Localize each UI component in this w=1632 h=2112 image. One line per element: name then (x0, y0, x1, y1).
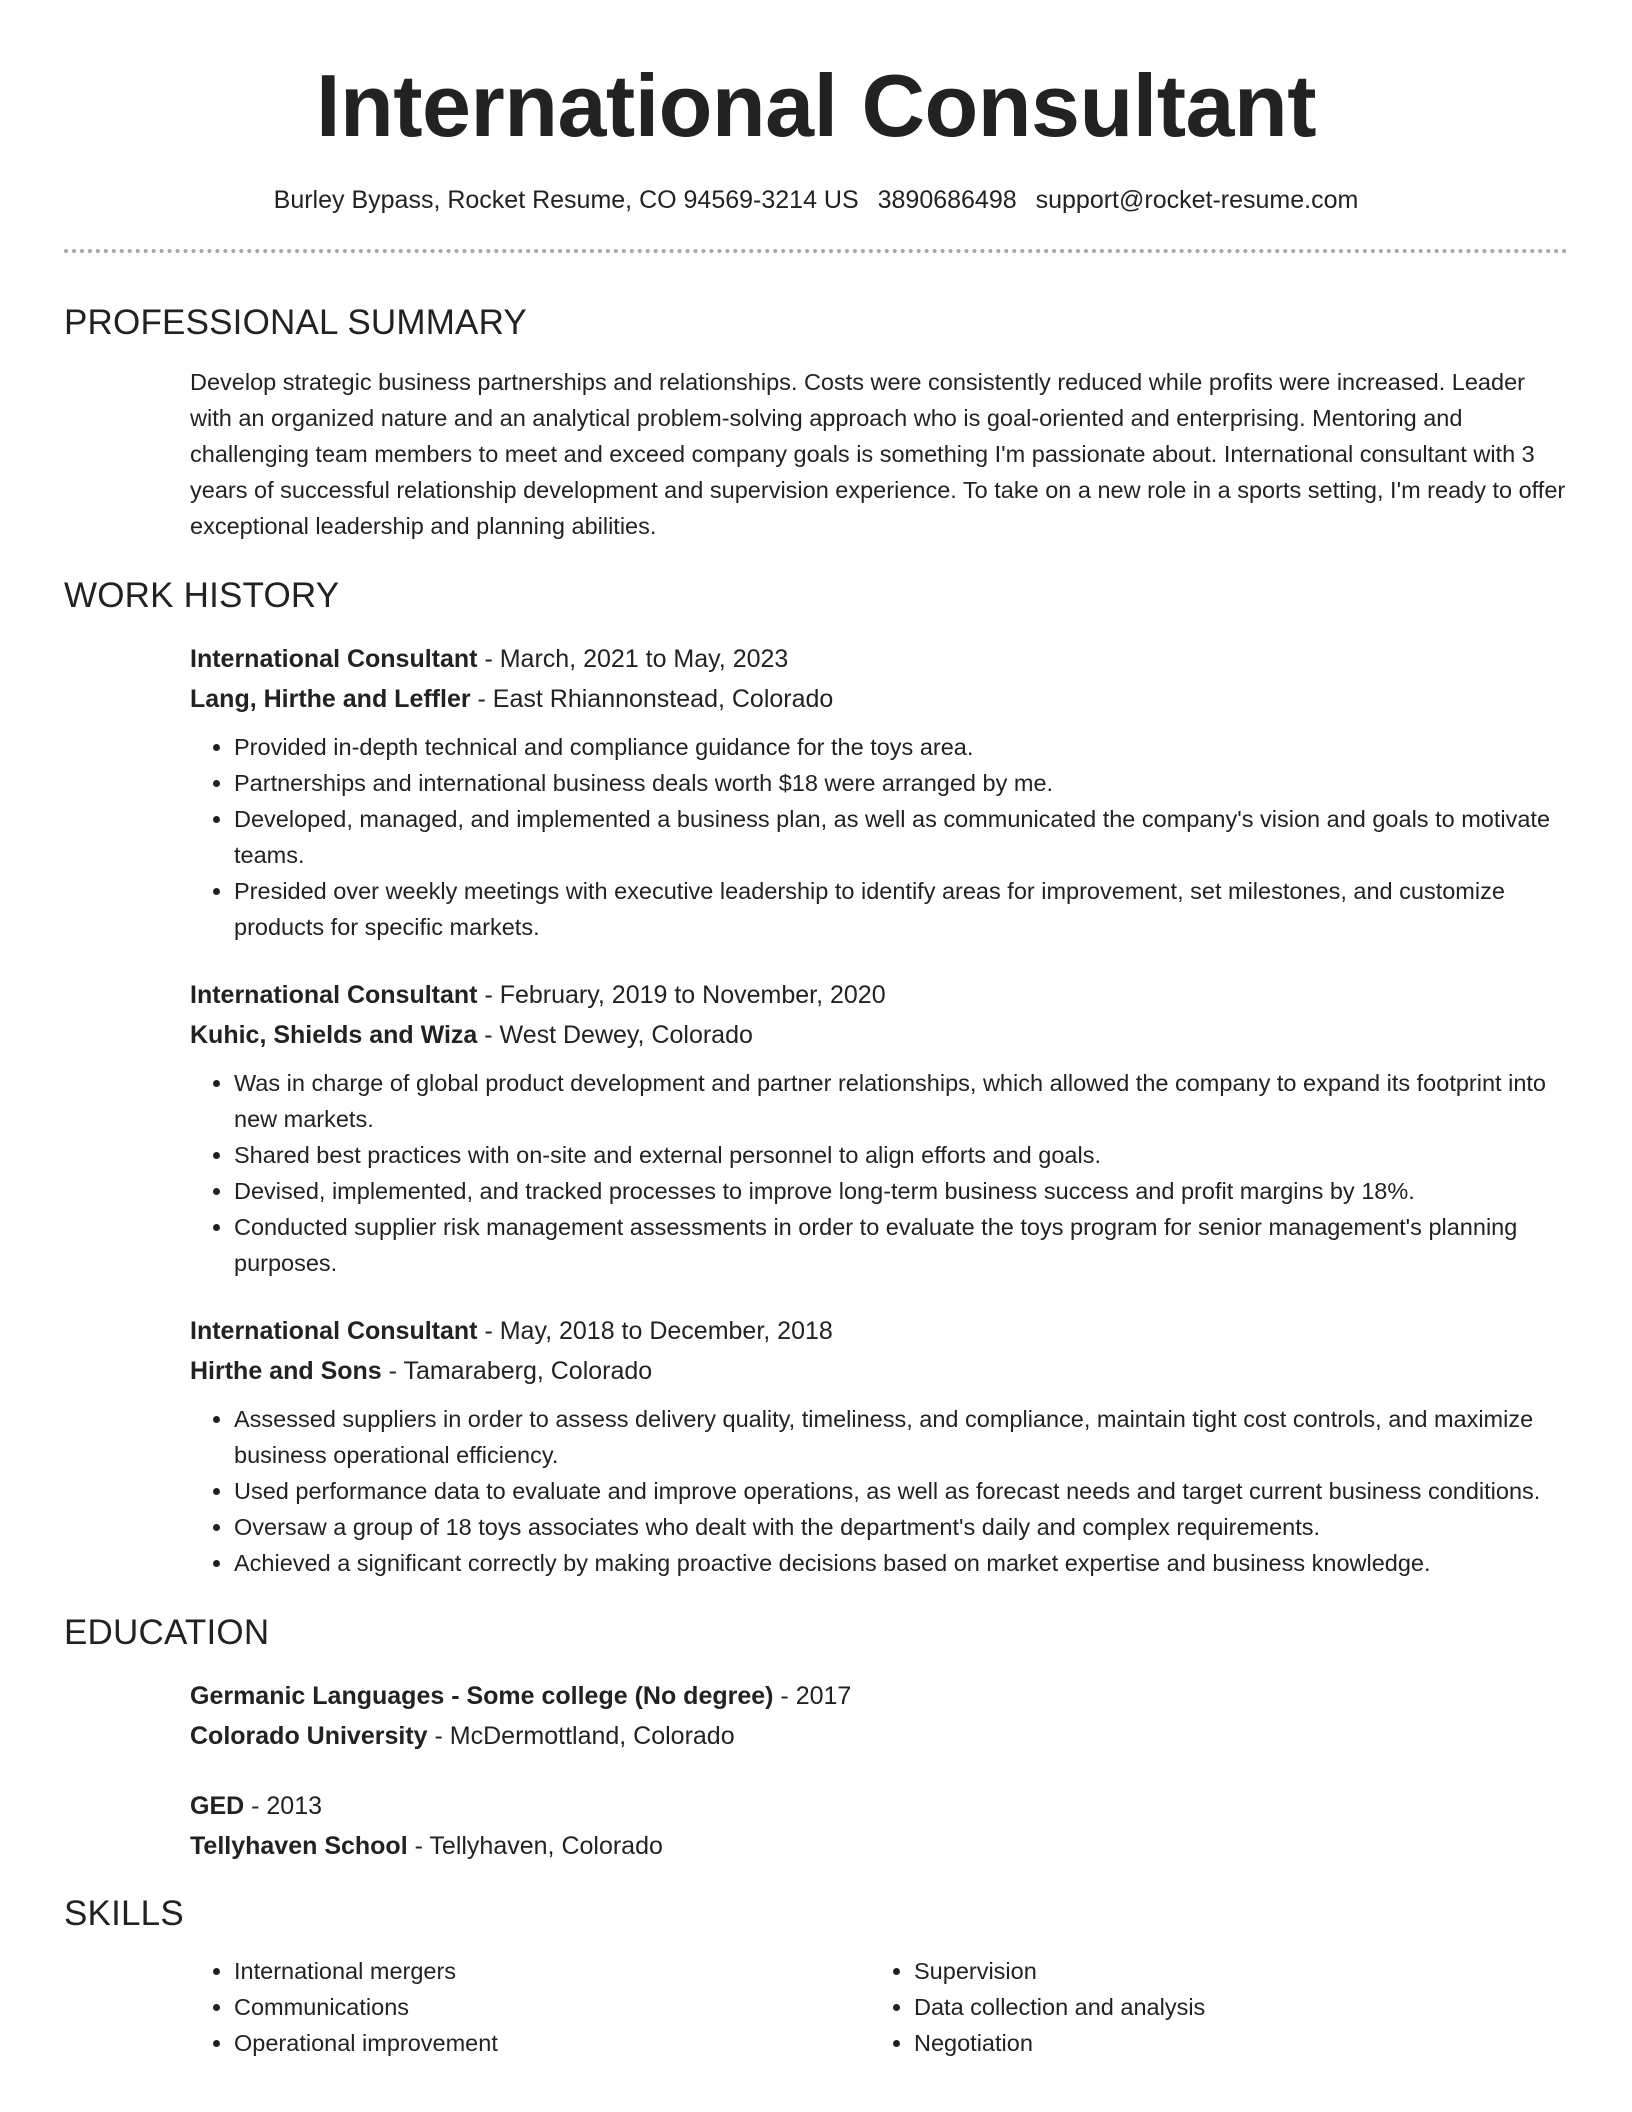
candidate-name: International Consultant (316, 56, 1316, 155)
job-company: Kuhic, Shields and Wiza (190, 1021, 478, 1049)
skill-item: • Communications (234, 1989, 870, 2025)
job-role-line (190, 1311, 1568, 1351)
summary-title: PROFESSIONAL SUMMARY (64, 303, 527, 342)
skills-column-right (870, 1953, 1550, 2061)
job-role: International Consultant (190, 645, 478, 673)
job-dates: - March, 2021 to May, 2023 (477, 645, 789, 673)
job-location: - Tamaraberg, Colorado (381, 1357, 653, 1385)
education-entry (190, 1676, 1568, 1756)
degree-line (190, 1786, 1568, 1826)
resume-page (64, 0, 1568, 2061)
list-item: • Provided in-depth technical and compliance guidance for the toys area. (234, 729, 1568, 765)
job-company-line (190, 1351, 1568, 1391)
job-location: - West Dewey, Colorado (477, 1021, 753, 1049)
list-item: • Shared best practices with on-site and external personnel to align efforts and goals. (234, 1137, 1568, 1173)
job-company: Hirthe and Sons (190, 1357, 382, 1385)
school-location: - Tellyhaven, Colorado (407, 1832, 663, 1860)
skills-title: SKILLS (64, 1894, 184, 1933)
school-location: - McDermottland, Colorado (427, 1722, 735, 1750)
list-item: • Used performance data to evaluate and improve operations, as well as forecast needs and target current business conditions. (234, 1473, 1568, 1509)
school-line (190, 1716, 1568, 1756)
list-item: • Presided over weekly meetings with executive leadership to identify areas for improvement, set milestones, and customize products for specific markets. (234, 873, 1568, 945)
job-bullets (190, 729, 1568, 945)
email: support@rocket-resume.com (1035, 186, 1359, 214)
job-dates: - May, 2018 to December, 2018 (477, 1317, 833, 1345)
job-company: Lang, Hirthe and Leffler (190, 685, 471, 713)
work-section (64, 578, 1568, 1581)
list-item: • Assessed suppliers in order to assess delivery quality, timeliness, and compliance, maintain tight cost controls, and maximize business operational efficiency. (234, 1401, 1568, 1473)
list-item: • Achieved a significant correctly by making proactive decisions based on market expertise and business knowledge. (234, 1545, 1568, 1581)
header-divider (64, 249, 1568, 253)
school-line (190, 1826, 1568, 1866)
job-entry (190, 1311, 1568, 1581)
skill-item: • Negotiation (914, 2025, 1550, 2061)
degree: Germanic Languages - Some college (No degree) (190, 1682, 774, 1710)
skill-item: • Operational improvement (234, 2025, 870, 2061)
job-role: International Consultant (190, 981, 478, 1009)
address: Burley Bypass, Rocket Resume, CO 94569-3214 US (273, 186, 859, 214)
list-item: • Conducted supplier risk management assessments in order to evaluate the toys program for senior management's planning purposes. (234, 1209, 1568, 1281)
list-item: • Devised, implemented, and tracked processes to improve long-term business success and profit margins by 18%. (234, 1173, 1568, 1209)
skill-item: • International mergers (234, 1953, 870, 1989)
education-section (64, 1615, 1568, 1866)
job-dates: - February, 2019 to November, 2020 (477, 981, 886, 1009)
school: Tellyhaven School (190, 1832, 408, 1860)
skill-item: • Supervision (914, 1953, 1550, 1989)
job-role-line (190, 975, 1568, 1015)
job-company-line (190, 1015, 1568, 1055)
summary-section (64, 305, 1568, 544)
job-company-line (190, 679, 1568, 719)
job-entry (190, 639, 1568, 945)
list-item: • Oversaw a group of 18 toys associates who dealt with the department's daily and complex requirements. (234, 1509, 1568, 1545)
work-title: WORK HISTORY (64, 576, 340, 615)
school: Colorado University (190, 1722, 428, 1750)
job-role: International Consultant (190, 1317, 478, 1345)
job-entry (190, 975, 1568, 1281)
degree-year: - 2017 (773, 1682, 852, 1710)
skills-section (64, 1896, 1568, 2061)
job-bullets (190, 1065, 1568, 1281)
skills-column-left (190, 1953, 870, 2061)
list-item: • Was in charge of global product development and partner relationships, which allowed the company to expand its footprint into new markets. (234, 1065, 1568, 1137)
degree-year: - 2013 (244, 1792, 323, 1820)
phone: 3890686498 (877, 186, 1017, 214)
education-title: EDUCATION (64, 1613, 270, 1652)
summary-text: Develop strategic business partnerships and relationships. Costs were consistently reduced while profits were increased. Leader with an organized nature and an analytical problem-solving approach who is goal-oriented and enterprising. Mentoring and challenging team members to meet and exceed company goals is something I'm passionate about. International consultant with 3 years of successful relationship development and supervision experience. To take on a new role in a sports setting, I'm ready to offer exceptional leadership and planning abilities. (190, 369, 1566, 539)
list-item: • Partnerships and international business deals worth $18 were arranged by me. (234, 765, 1568, 801)
job-location: - East Rhiannonstead, Colorado (470, 685, 834, 713)
education-entry (190, 1786, 1568, 1866)
contact-line (64, 186, 1568, 215)
list-item: • Developed, managed, and implemented a business plan, as well as communicated the company's vision and goals to motivate teams. (234, 801, 1568, 873)
job-bullets (190, 1401, 1568, 1581)
skill-item: • Data collection and analysis (914, 1989, 1550, 2025)
job-role-line (190, 639, 1568, 679)
degree: GED (190, 1792, 245, 1820)
degree-line (190, 1676, 1568, 1716)
